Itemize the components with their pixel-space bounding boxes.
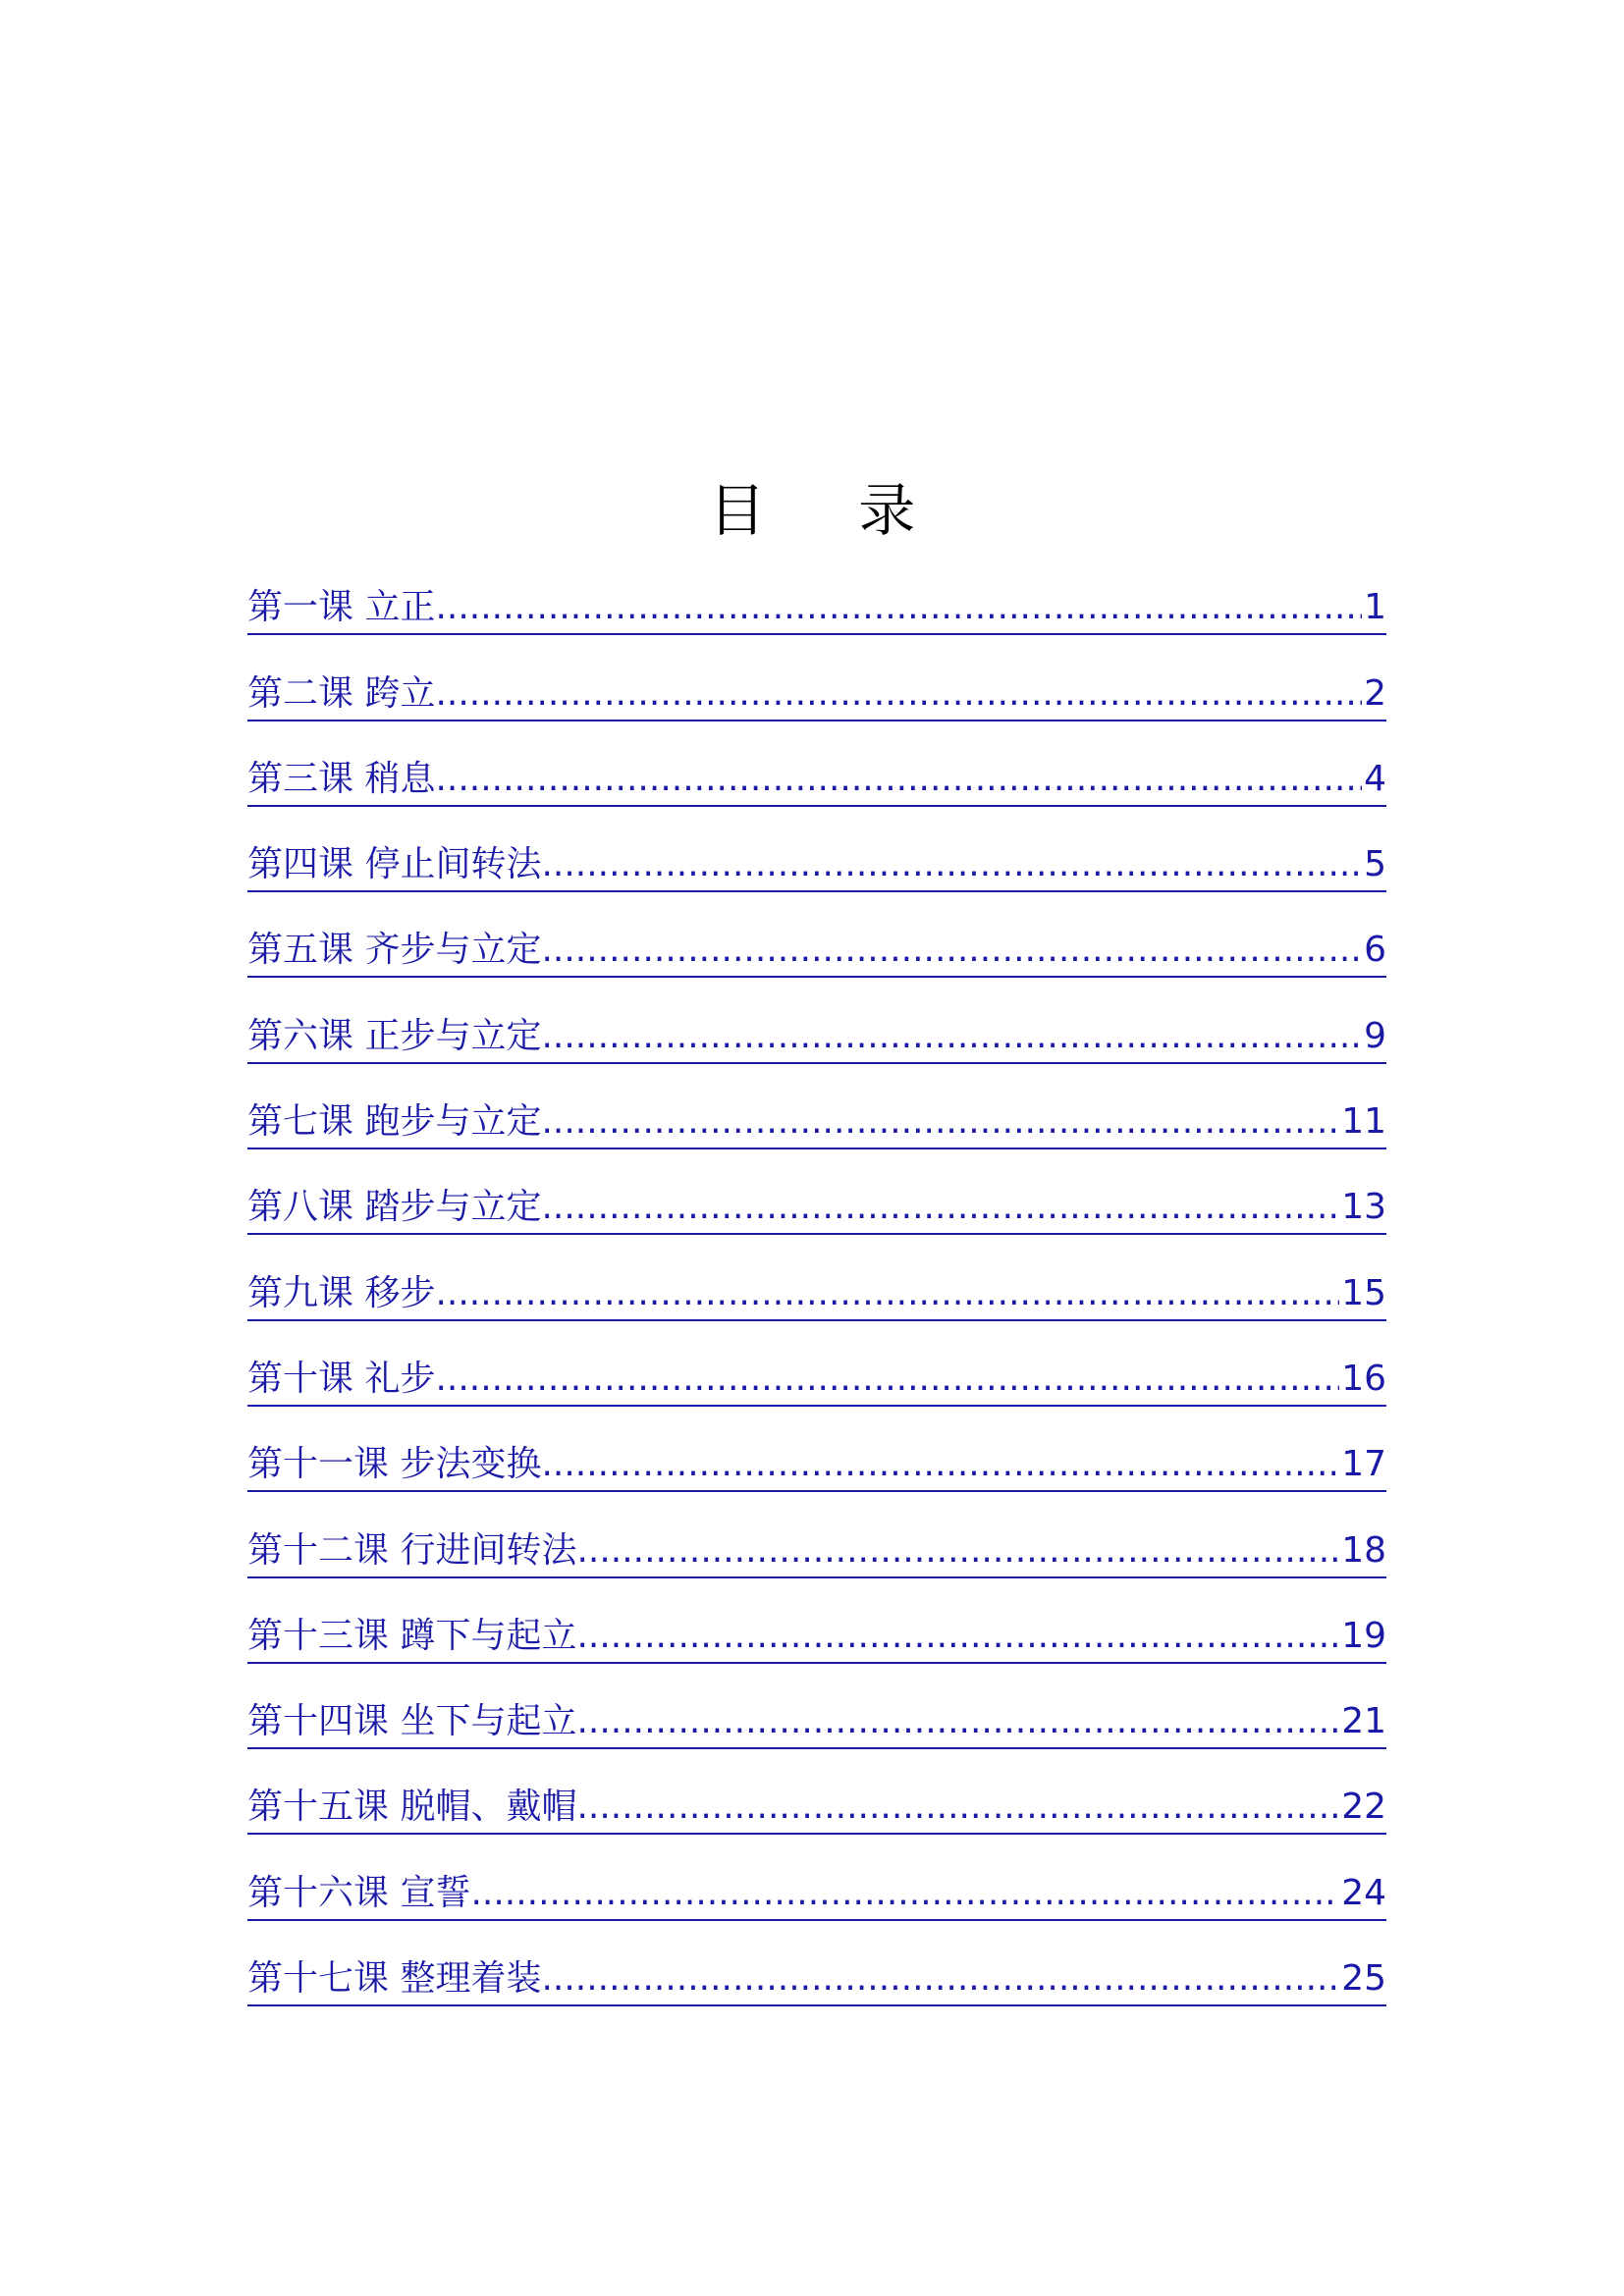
- toc-leader-dots: [541, 925, 1362, 978]
- toc-entry[interactable]: [247, 1252, 1386, 1337]
- toc-leader-dots: [576, 1611, 1339, 1664]
- toc-entry-page: 19: [1339, 1611, 1386, 1664]
- toc-entry-label: 第十五课 脱帽、戴帽: [247, 1782, 576, 1835]
- toc-entry[interactable]: [247, 1081, 1386, 1166]
- toc-entry[interactable]: [247, 1851, 1386, 1937]
- toc-entry-label: 第十四课 坐下与起立: [247, 1696, 576, 1749]
- toc-entry-label: 第七课 跑步与立定: [247, 1096, 541, 1149]
- toc-entry-page: 21: [1339, 1696, 1386, 1749]
- toc-entry-page: 16: [1339, 1354, 1386, 1407]
- toc-entry[interactable]: [247, 1595, 1386, 1681]
- toc-entry[interactable]: [247, 1166, 1386, 1252]
- toc-entry[interactable]: [247, 1681, 1386, 1766]
- toc-entry[interactable]: [247, 738, 1386, 824]
- toc-leader-dots: [435, 754, 1362, 807]
- toc-leader-dots: [541, 1011, 1362, 1064]
- toc-entry[interactable]: [247, 1766, 1386, 1851]
- toc-entry-label: 第九课 移步: [247, 1268, 435, 1321]
- toc-entry-label: 第十课 礼步: [247, 1354, 435, 1407]
- toc-entry-page: 2: [1362, 668, 1386, 721]
- toc-leader-dots: [541, 1439, 1339, 1492]
- toc-entry[interactable]: [247, 824, 1386, 909]
- toc-entry-page: 9: [1362, 1011, 1386, 1064]
- toc-leader-dots: [576, 1782, 1339, 1835]
- toc-entry[interactable]: [247, 652, 1386, 737]
- toc-leader-dots: [435, 668, 1362, 721]
- toc-title: 目 录: [708, 477, 953, 544]
- toc-entry[interactable]: [247, 1938, 1386, 2023]
- toc-entry-page: 4: [1362, 754, 1386, 807]
- toc-entry-page: 5: [1362, 839, 1386, 892]
- toc-leader-dots: [470, 1868, 1339, 1921]
- toc-entry[interactable]: [247, 1338, 1386, 1423]
- toc-entry-label: 第十一课 步法变换: [247, 1439, 541, 1492]
- toc-leader-dots: [541, 1182, 1339, 1235]
- toc-entry[interactable]: [247, 1509, 1386, 1594]
- toc-entry-label: 第十六课 宣誓: [247, 1868, 470, 1921]
- toc-entry-label: 第四课 停止间转法: [247, 839, 541, 892]
- toc-entry-page: 18: [1339, 1525, 1386, 1578]
- toc-entry-page: 24: [1339, 1868, 1386, 1921]
- toc-leader-dots: [435, 1354, 1339, 1407]
- toc-entry[interactable]: [247, 566, 1386, 652]
- toc-leader-dots: [541, 1096, 1339, 1149]
- table-of-contents: [247, 566, 1386, 2023]
- toc-entry-label: 第六课 正步与立定: [247, 1011, 541, 1064]
- toc-entry-label: 第十七课 整理着装: [247, 1953, 541, 2006]
- toc-entry-label: 第八课 踏步与立定: [247, 1182, 541, 1235]
- toc-entry-page: 13: [1339, 1182, 1386, 1235]
- toc-leader-dots: [576, 1696, 1339, 1749]
- toc-entry-page: 11: [1339, 1096, 1386, 1149]
- toc-leader-dots: [435, 582, 1362, 635]
- toc-entry-page: 22: [1339, 1782, 1386, 1835]
- toc-entry-label: 第五课 齐步与立定: [247, 925, 541, 978]
- toc-entry-page: 6: [1362, 925, 1386, 978]
- toc-entry-page: 17: [1339, 1439, 1386, 1492]
- toc-entry[interactable]: [247, 909, 1386, 994]
- toc-entry-label: 第三课 稍息: [247, 754, 435, 807]
- toc-entry-label: 第十三课 蹲下与起立: [247, 1611, 576, 1664]
- toc-entry[interactable]: [247, 1423, 1386, 1509]
- toc-entry-label: 第十二课 行进间转法: [247, 1525, 576, 1578]
- toc-leader-dots: [576, 1525, 1339, 1578]
- toc-leader-dots: [435, 1268, 1339, 1321]
- toc-entry-page: 1: [1362, 582, 1386, 635]
- toc-entry[interactable]: [247, 994, 1386, 1080]
- toc-leader-dots: [541, 839, 1362, 892]
- toc-entry-page: 25: [1339, 1953, 1386, 2006]
- toc-entry-label: 第一课 立正: [247, 582, 435, 635]
- toc-entry-label: 第二课 跨立: [247, 668, 435, 721]
- toc-entry-page: 15: [1339, 1268, 1386, 1321]
- toc-leader-dots: [541, 1953, 1339, 2006]
